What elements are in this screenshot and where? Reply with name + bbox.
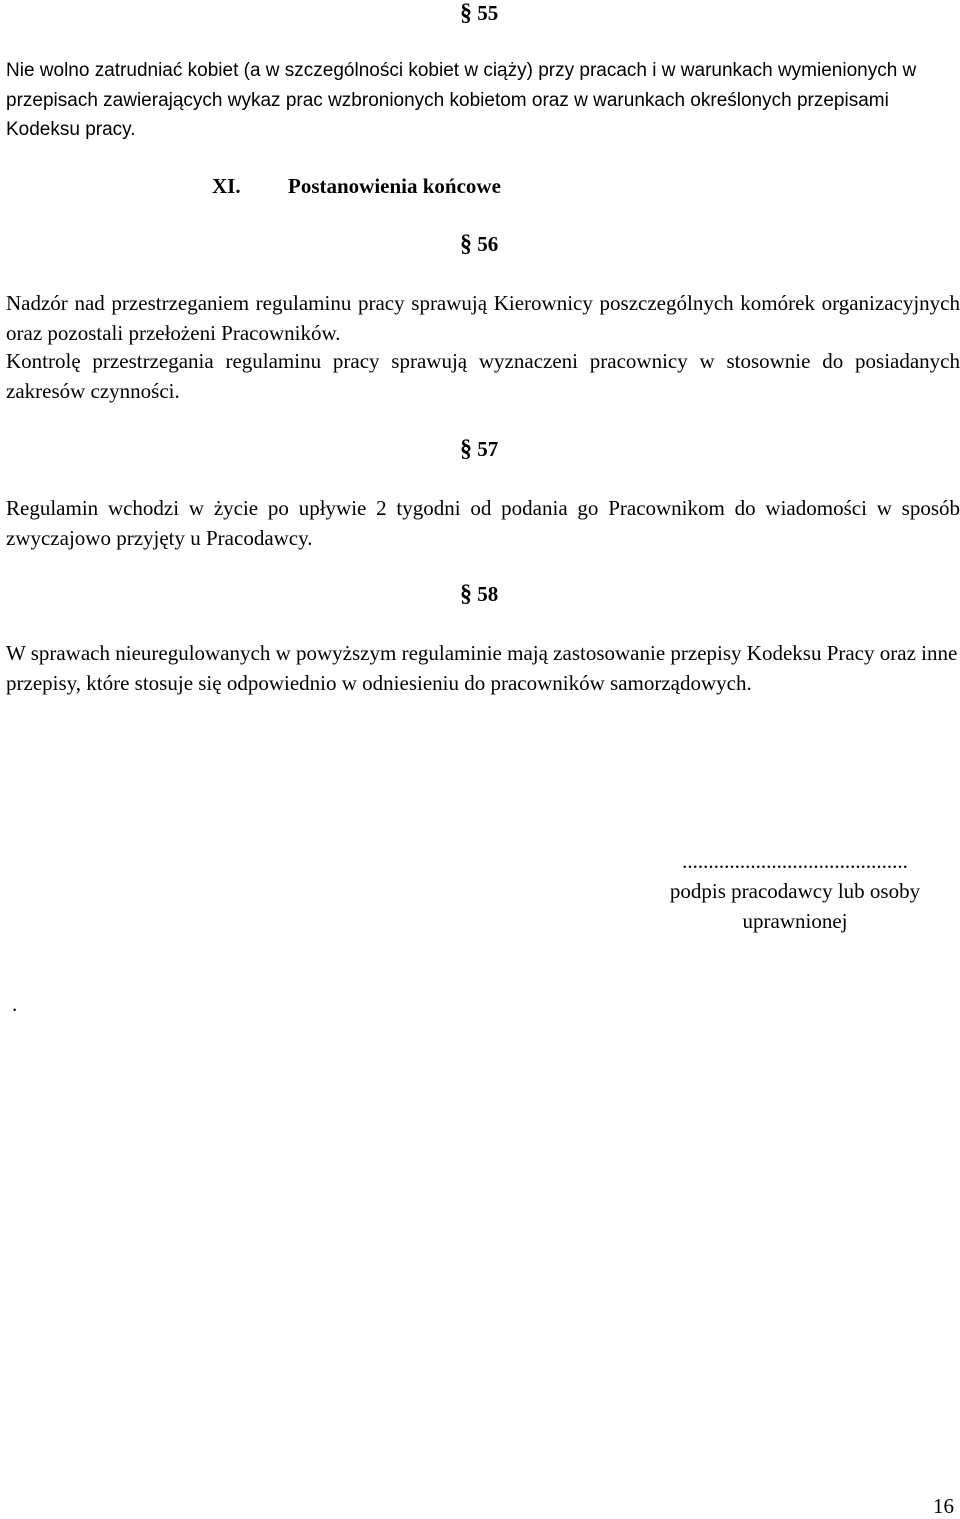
signature-label-line-1: podpis pracodawcy lub osoby xyxy=(669,879,921,903)
section-55-paragraph: Nie wolno zatrudniać kobiet (a w szczególności kobiet w ciąży) przy pracach i w warunkach wymienionych w przepisach zawierających wykaz prac wzbronionych kobietom oraz w warunkach określonych przepisami Kodeksu pracy. xyxy=(6,60,917,140)
signature-label-line-2: uprawnionej xyxy=(742,909,848,933)
section-57-heading: § 57 xyxy=(460,436,499,462)
chapter-number: XI. xyxy=(212,174,241,198)
section-56-heading: § 56 xyxy=(460,231,499,257)
section-55-heading: § 55 xyxy=(460,0,499,26)
section-58-paragraph: W sprawach nieuregulowanych w powyższym regulaminie mają zastosowanie przepisy Kodeksu Pracy oraz inne przepisy, które stosuje się odpowiednio w odniesieniu do pracowników samorządowych. xyxy=(6,641,958,695)
section-58-heading: § 58 xyxy=(460,581,499,607)
signature-dots: ........................................... xyxy=(682,849,908,873)
section-56-paragraph-2: Kontrolę przestrzegania regulaminu pracy sprawują wyznaczeni pracownicy w stosownie do posiadanych zakresów czynności. xyxy=(6,349,960,403)
section-56-paragraph-1: Nadzór nad przestrzeganiem regulaminu pracy sprawują Kierownicy poszczególnych komórek organizacyjnych oraz pozostali przełożeni Pracowników. xyxy=(6,291,960,345)
signature-block xyxy=(640,846,950,936)
stray-dot: . xyxy=(12,992,18,1016)
section-57-paragraph: Regulamin wchodzi w życie po upływie 2 tygodni od podania go Pracownikom do wiadomości w sposób zwyczajowo przyjęty u Pracodawcy. xyxy=(6,496,960,550)
chapter-heading xyxy=(212,173,501,199)
chapter-title: Postanowienia końcowe xyxy=(288,174,501,198)
page-number: 16 xyxy=(933,1494,954,1518)
